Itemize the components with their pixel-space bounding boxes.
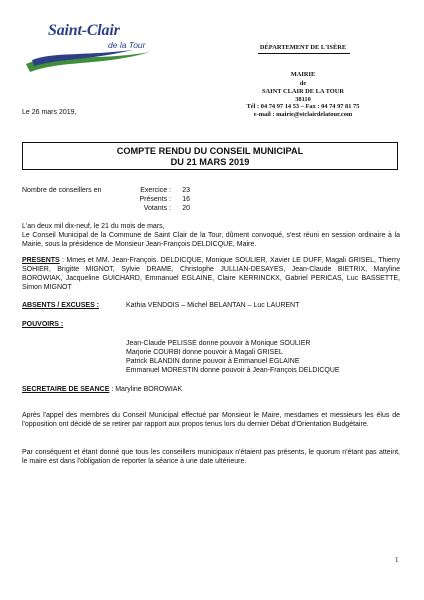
secretaire-label: SECRETAIRE DE SEANCE: [22, 386, 110, 393]
mairie-label: MAIRIE: [290, 71, 316, 78]
title-line-2: DU 21 MARS 2019: [170, 157, 250, 167]
postcode: 38110: [295, 96, 311, 103]
secretaire-line: [22, 385, 182, 394]
count-votants-value: 20: [182, 205, 190, 212]
paragraph-quorum: Par conséquent et étant donné que tous les conseillers municipaux n'étaient pas présents, le quorum n'étant pas atteint, le maire est dans l'obligation de reporter la séance à une date ultérieure.: [22, 449, 400, 466]
presents-label: PRESENTS: [22, 257, 60, 264]
intro-line-1: L'an deux mil dix-neuf, le 21 du mois de mars,: [22, 223, 165, 230]
pouvoir-item: Jean-Claude PELISSE donne pouvoir à Monique SOULIER: [126, 340, 311, 347]
presents-paragraph: [22, 256, 400, 292]
page-number: 1: [395, 556, 399, 564]
logo-title: Saint-Clair: [48, 22, 120, 39]
pouvoir-item: Patrick BLANDIN donne pouvoir à Emmanuel EGLAINE: [126, 358, 300, 365]
pouvoir-item: Marjorie COURBI donne pouvoir à Magali GRISEL: [126, 349, 283, 356]
phone-fax: Tél : 04 74 97 14 53 – Fax : 04 74 97 81 75: [246, 103, 360, 110]
pouvoir-item: Emmanuel MORESTIN donne pouvoir à Jean-François DELDICQUE: [126, 367, 340, 374]
count-votants-label: Votants :: [143, 205, 171, 212]
presents-text: : Mmes et MM. Jean-François. DELDICQUE, Monique SOULIER, Xavier LE DUFF, Magali GRISEL, Thierry SOHIER, Brigitte MIGNOT, Sylvie DRAME, Christophe JULLIAN-DESAYES, Jean-Claude BIETRIX, Maryline BOROWIAK, Jacqueline GUICHARD, Emmanuel EGLAINE, Claire KERRINCKX, Gabriel PERICAS, Luc BASSETTE, Simon MIGNOT: [22, 257, 400, 291]
department-divider: [258, 53, 350, 54]
paragraph-appel: Après l'appel des membres du Conseil Municipal effectué par Monsieur le Maire, mesdames et messieurs les élus de l'opposition ont décidé de se retirer par rapport aux propos tenus lors du dernier Débat d'Orientation Budgétaire.: [22, 412, 400, 429]
counts-label: Nombre de conseillers en: [22, 187, 102, 194]
email-contact: e-mail : mairie@stclairdelatour.com: [253, 111, 353, 118]
intro-line-2: Le Conseil Municipal de la Commune de Saint Clair de la Tour, dûment convoqué, s'est réuni en session ordinaire à la Mairie, sous la présidence de Monsieur Jean-François DELDICQUE, Maire.: [22, 232, 400, 248]
count-presents-label: Présents :: [139, 196, 171, 203]
department-heading: DÉPARTEMENT DE L'ISÈRE: [259, 44, 347, 51]
title-line-1: COMPTE RENDU DU CONSEIL MUNICIPAL: [116, 146, 304, 156]
pouvoirs-label: POUVOIRS :: [22, 321, 64, 328]
secretaire-text: : Maryline BOROWIAK: [109, 386, 183, 393]
absents-names: Kathia VENDOIS – Michel BELANTAN – Luc LAURENT: [126, 302, 300, 309]
count-presents-value: 16: [182, 196, 190, 203]
count-exercice-value: 23: [182, 187, 190, 194]
title-box: [22, 142, 398, 170]
logo-subtitle: de la Tour: [108, 40, 146, 50]
count-exercice-label: Exercice :: [140, 187, 171, 194]
town-name: SAINT CLAIR DE LA TOUR: [261, 88, 345, 95]
mairie-de: de: [299, 80, 307, 87]
absents-label: ABSENTS / EXCUSES :: [22, 302, 100, 309]
document-date: Le 26 mars 2019,: [22, 109, 77, 116]
